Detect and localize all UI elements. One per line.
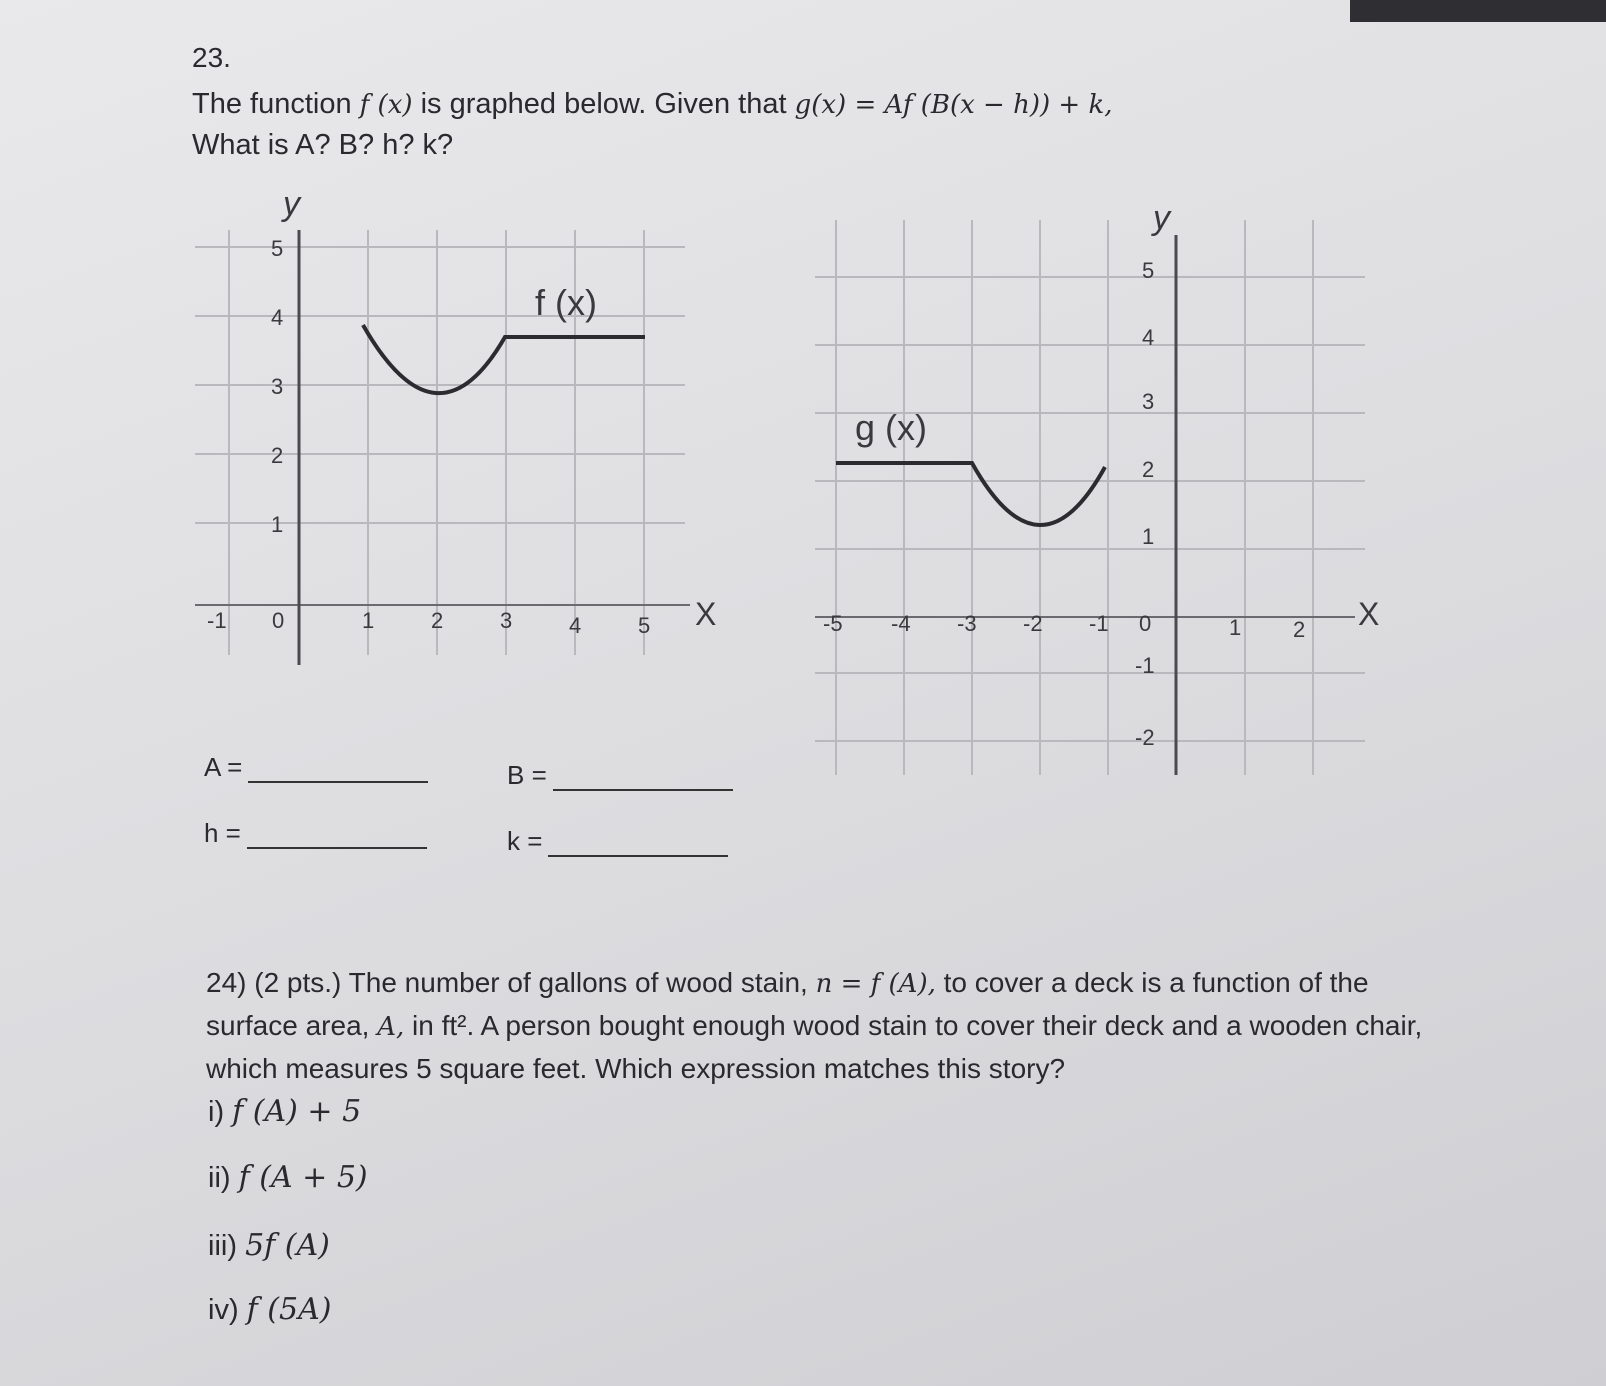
choice-number: ii) xyxy=(208,1162,231,1194)
g-y-tick: -1 xyxy=(1135,653,1155,678)
q23-func: f (x) xyxy=(359,90,413,120)
f-x-tick: 5 xyxy=(638,613,651,638)
choice-3[interactable] xyxy=(208,1228,330,1263)
choice-4[interactable] xyxy=(208,1292,331,1327)
g-y-tick: 2 xyxy=(1142,457,1155,482)
q23-prefix: The function xyxy=(192,88,352,120)
q24-text-b: to cover a deck is a function of the surface area, xyxy=(206,967,1369,1041)
question-23-text xyxy=(192,84,1392,165)
g-x-tick: -2 xyxy=(1023,611,1043,636)
answer-h xyxy=(204,818,427,849)
graph-g-svg xyxy=(805,195,1385,795)
answer-h-blank[interactable] xyxy=(247,823,427,849)
choice-expression: f (A + 5) xyxy=(238,1160,368,1195)
choice-number: i) xyxy=(208,1096,225,1128)
g-x-axis-label: X xyxy=(1358,596,1380,632)
f-x-axis-label: X xyxy=(695,596,717,632)
g-x-tick: -1 xyxy=(1089,611,1109,636)
g-y-tick: 5 xyxy=(1142,258,1155,283)
choice-expression: f (5A) xyxy=(246,1292,332,1327)
f-label: f (x) xyxy=(535,282,597,323)
g-y-tick: 3 xyxy=(1142,389,1155,414)
f-y-tick: 3 xyxy=(271,374,284,399)
g-x-tick: 1 xyxy=(1229,615,1242,640)
f-y-tick: 4 xyxy=(271,305,284,330)
g-y-tick: 4 xyxy=(1142,325,1155,350)
answer-B xyxy=(507,760,733,791)
f-x-tick: 4 xyxy=(569,613,582,638)
answer-k xyxy=(507,826,728,857)
choice-number: iii) xyxy=(208,1230,237,1262)
f-y-axis-label: y xyxy=(283,185,300,223)
g-x-tick: -3 xyxy=(957,611,977,636)
answer-h-label: h = xyxy=(204,818,241,848)
g-x-tick: 2 xyxy=(1293,617,1306,642)
g-y-tick: -2 xyxy=(1135,725,1155,750)
answer-k-blank[interactable] xyxy=(548,831,728,857)
f-y-tick: 5 xyxy=(271,236,284,261)
graph-f xyxy=(185,185,745,695)
g-label: g (x) xyxy=(855,407,927,448)
choice-expression: f (A) + 5 xyxy=(232,1094,362,1129)
choice-expression: 5f (A) xyxy=(245,1228,330,1263)
q24-text-a: 24) (2 pts.) The number of gallons of wood stain, xyxy=(206,967,808,998)
q24-text-c: in ft². A person bought enough wood stain to cover their deck and a wooden chair, which measures 5 square feet. Which expression matches this story? xyxy=(206,1010,1423,1084)
answer-k-label: k = xyxy=(507,826,543,856)
q23-mid: is graphed below. Given that xyxy=(420,88,787,120)
answer-A-label: A = xyxy=(204,752,243,782)
answer-B-blank[interactable] xyxy=(553,765,733,791)
g-x-tick: -4 xyxy=(891,611,911,636)
question-24-text xyxy=(206,962,1446,1090)
f-x-tick: 2 xyxy=(431,608,444,633)
f-x-tick: 1 xyxy=(362,608,375,633)
f-x-tick: -1 xyxy=(207,608,227,633)
f-y-tick: 1 xyxy=(271,512,284,537)
answer-A xyxy=(204,752,428,783)
q23-expression: g(x) = Af (B(x − h)) + k, xyxy=(794,90,1113,120)
f-x-tick: 3 xyxy=(500,608,513,633)
q23-line2: What is A? B? h? k? xyxy=(192,129,454,161)
g-curve xyxy=(836,463,1105,525)
q24-variable: A, xyxy=(377,1012,405,1042)
choice-number: iv) xyxy=(208,1294,239,1326)
question-23-number: 23. xyxy=(192,42,231,73)
graph-f-svg xyxy=(185,185,745,695)
choice-2[interactable] xyxy=(208,1160,368,1195)
graph-g xyxy=(805,195,1385,795)
g-x-tick: 0 xyxy=(1139,611,1152,636)
g-y-tick: 1 xyxy=(1142,524,1155,549)
answer-B-label: B = xyxy=(507,760,547,790)
f-curve xyxy=(363,325,645,393)
q24-expression: n = f (A), xyxy=(815,969,936,999)
f-x-tick: 0 xyxy=(272,608,285,633)
answer-A-blank[interactable] xyxy=(248,757,428,783)
g-x-tick: -5 xyxy=(823,611,843,636)
choice-1[interactable] xyxy=(208,1094,361,1129)
f-y-tick: 2 xyxy=(271,443,284,468)
screen-edge-bar xyxy=(1350,0,1606,22)
g-y-axis-label: y xyxy=(1153,199,1170,237)
